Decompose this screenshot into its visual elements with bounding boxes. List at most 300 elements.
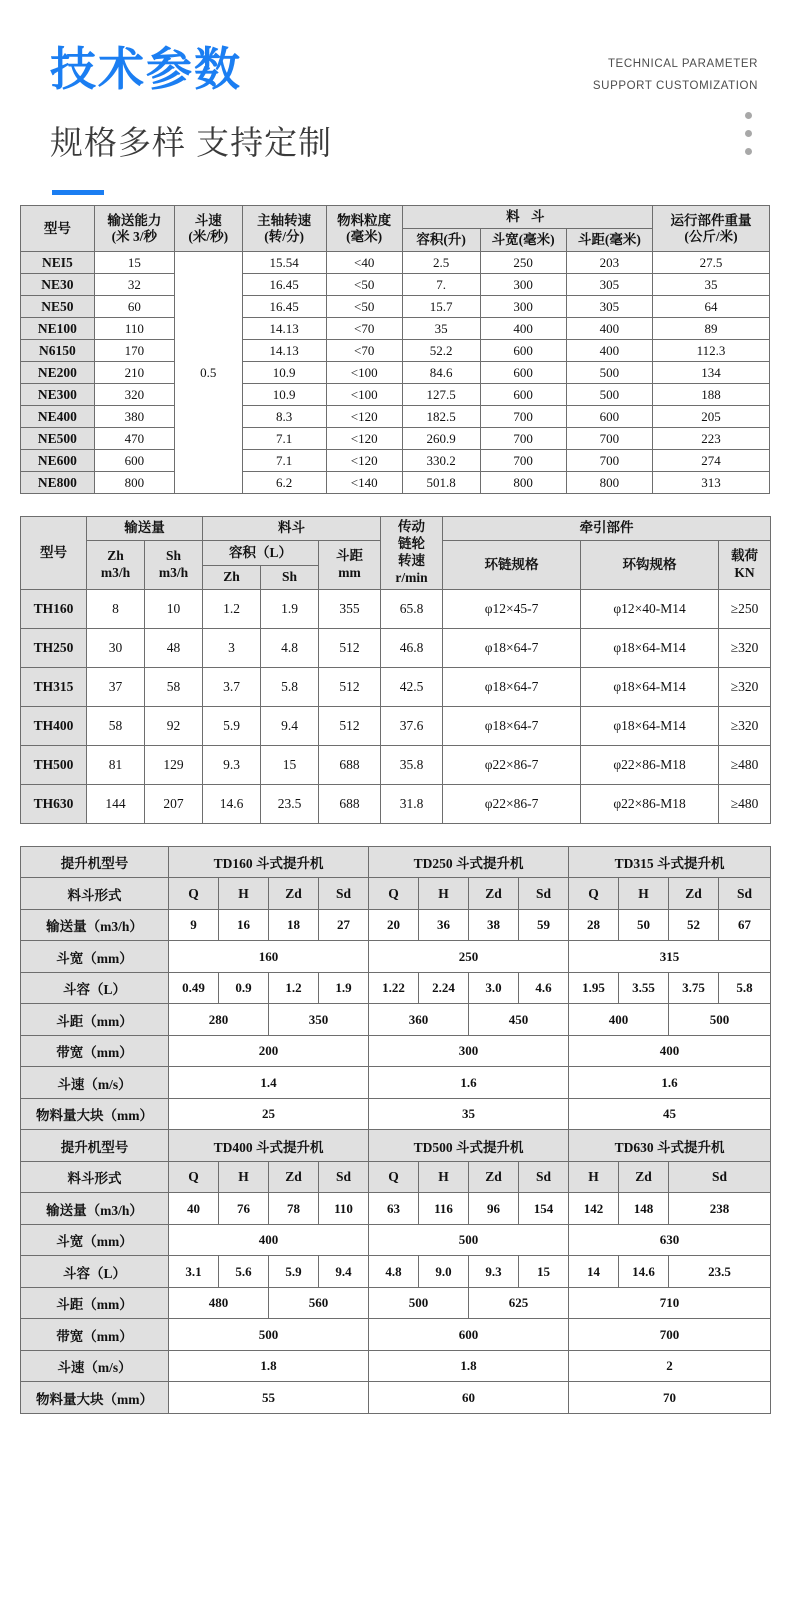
- cell-bucket-pitch: 450: [469, 1004, 569, 1036]
- table-row: [21, 318, 770, 340]
- th-bucket-speed: [174, 206, 242, 252]
- table-row: [21, 252, 770, 274]
- english-line-1: TECHNICAL PARAMETER: [607, 58, 758, 70]
- cell-bucket-pitch: 560: [269, 1287, 369, 1319]
- th2-bucket-pitch: [319, 541, 381, 590]
- cell-model: NE400: [21, 406, 95, 428]
- td-series-spec-table: [20, 846, 771, 1414]
- cell-hopper-volume: 52.2: [402, 340, 480, 362]
- cell-hopper-type: Zd: [469, 1161, 519, 1193]
- cell-volume-zh: 9.3: [203, 745, 261, 784]
- cell-bucket-pitch: 400: [569, 1004, 669, 1036]
- cell-hopper-volume: 7.: [402, 274, 480, 296]
- table-row: [21, 384, 770, 406]
- th-capacity: [94, 206, 174, 252]
- cell-hopper-type: Q: [169, 878, 219, 910]
- th2-zh-line1: Zh: [107, 548, 124, 564]
- cell-group-title: TD500 斗式提升机: [369, 1130, 569, 1162]
- cell-hopper-type: Zd: [269, 1161, 319, 1193]
- cell-spindle-speed: 15.54: [242, 252, 326, 274]
- cell-bucket-pitch: 350: [269, 1004, 369, 1036]
- th-hopper-pitch: 斗距(毫米): [566, 229, 652, 252]
- cell-group-title: TD400 斗式提升机: [169, 1130, 369, 1162]
- th2-hook-spec: 环钩规格: [581, 541, 719, 590]
- cell-bucket-width: 500: [369, 1224, 569, 1256]
- table-3-wrapper: [0, 846, 790, 1414]
- cell-throughput: 154: [519, 1193, 569, 1225]
- cell-hopper-width: 300: [480, 274, 566, 296]
- cell-throughput: 59: [519, 909, 569, 941]
- cell-throughput: 148: [619, 1193, 669, 1225]
- cell-hopper-type: Zd: [269, 878, 319, 910]
- table-row: [21, 846, 771, 878]
- cell-running-weight: 205: [652, 406, 769, 428]
- cell-volume-zh: 3.7: [203, 667, 261, 706]
- th2-sh-line2: m3/h: [158, 565, 189, 581]
- cell-spindle-speed: 14.13: [242, 318, 326, 340]
- cell-spindle-speed: 7.1: [242, 450, 326, 472]
- cell-volume-sh: 5.8: [261, 667, 319, 706]
- rowhd-belt-width: 带宽（mm）: [21, 1035, 169, 1067]
- cell-bucket-pitch: 360: [369, 1004, 469, 1036]
- th2-zh-line2: m3/h: [100, 565, 131, 581]
- cell-hook-spec: φ22×86-M18: [581, 784, 719, 823]
- table-row: [21, 1256, 771, 1288]
- cell-hopper-width: 300: [480, 296, 566, 318]
- cell-belt-width: 200: [169, 1035, 369, 1067]
- cell-running-weight: 89: [652, 318, 769, 340]
- th2-load-line2: KN: [734, 565, 755, 581]
- cell-hopper-width: 600: [480, 340, 566, 362]
- cell-bucket-volume: 4.8: [369, 1256, 419, 1288]
- table-row: [21, 450, 770, 472]
- table-row: [21, 274, 770, 296]
- dot-icon: [745, 130, 752, 137]
- cell-hopper-volume: 260.9: [402, 428, 480, 450]
- ne-series-spec-table: [20, 205, 770, 494]
- cell-capacity: 800: [94, 472, 174, 494]
- th-bucket-speed-line1: 斗速: [194, 212, 222, 228]
- th2-sprocket-line1: 传动: [398, 519, 426, 535]
- cell-bucket-volume: 5.9: [269, 1256, 319, 1288]
- cell-throughput-sh: 10: [145, 589, 203, 628]
- cell-throughput: 67: [719, 909, 771, 941]
- th-granularity: [326, 206, 402, 252]
- cell-volume-sh: 4.8: [261, 628, 319, 667]
- cell-hopper-pitch: 305: [566, 274, 652, 296]
- cell-throughput-sh: 48: [145, 628, 203, 667]
- cell-model: NE100: [21, 318, 95, 340]
- th2-load: [719, 541, 771, 590]
- th2-vol-zh: Zh: [203, 565, 261, 589]
- cell-hopper-type: H: [569, 1161, 619, 1193]
- table-row: [21, 1350, 771, 1382]
- cell-volume-zh: 14.6: [203, 784, 261, 823]
- table-row: [21, 1161, 771, 1193]
- cell-throughput-zh: 37: [87, 667, 145, 706]
- table-row: [21, 706, 771, 745]
- cell-granularity: <70: [326, 340, 402, 362]
- cell-belt-width: 300: [369, 1035, 569, 1067]
- cell-hopper-type: Sd: [319, 1161, 369, 1193]
- page-header: [0, 0, 790, 205]
- cell-model: NE500: [21, 428, 95, 450]
- cell-capacity: 60: [94, 296, 174, 318]
- cell-volume-zh: 1.2: [203, 589, 261, 628]
- th2-volume-group: 容积（L）: [203, 541, 319, 566]
- cell-spindle-speed: 8.3: [242, 406, 326, 428]
- th-spindle-line1: 主轴转速: [257, 212, 312, 228]
- cell-throughput-zh: 30: [87, 628, 145, 667]
- table-row: [21, 878, 771, 910]
- table-row: [21, 340, 770, 362]
- cell-throughput: 96: [469, 1193, 519, 1225]
- cell-running-weight: 313: [652, 472, 769, 494]
- cell-model: NEI5: [21, 252, 95, 274]
- cell-belt-width: 400: [569, 1035, 771, 1067]
- cell-granularity: <70: [326, 318, 402, 340]
- cell-bucket-volume: 9.0: [419, 1256, 469, 1288]
- cell-spindle-speed: 6.2: [242, 472, 326, 494]
- rowhd-bucket-speed: 斗速（m/s）: [21, 1350, 169, 1382]
- cell-chain-spec: φ18×64-7: [443, 667, 581, 706]
- cell-hopper-pitch: 800: [566, 472, 652, 494]
- cell-hopper-volume: 501.8: [402, 472, 480, 494]
- cell-volume-sh: 23.5: [261, 784, 319, 823]
- table-row: [21, 362, 770, 384]
- cell-spindle-speed: 10.9: [242, 384, 326, 406]
- cell-spindle-speed: 16.45: [242, 274, 326, 296]
- cell-volume-sh: 1.9: [261, 589, 319, 628]
- page-title: 技术参数: [50, 43, 242, 95]
- cell-volume-sh: 15: [261, 745, 319, 784]
- cell-throughput: 116: [419, 1193, 469, 1225]
- table-row: [21, 1382, 771, 1414]
- cell-bucket-volume: 1.9: [319, 972, 369, 1004]
- dot-icon: [745, 148, 752, 155]
- cell-bucket-volume: 9.4: [319, 1256, 369, 1288]
- rowhd-lump-size: 物料量大块（mm）: [21, 1098, 169, 1130]
- rowhd-belt-width: 带宽（mm）: [21, 1319, 169, 1351]
- cell-group-title: TD160 斗式提升机: [169, 846, 369, 878]
- cell-sprocket-rpm: 46.8: [381, 628, 443, 667]
- cell-throughput: 110: [319, 1193, 369, 1225]
- cell-group-title: TD315 斗式提升机: [569, 846, 771, 878]
- table-2-wrapper: [0, 516, 790, 824]
- cell-capacity: 170: [94, 340, 174, 362]
- th-weight-line1: 运行部件重量: [670, 212, 752, 228]
- rowhd-model: 提升机型号: [21, 846, 169, 878]
- cell-hopper-volume: 2.5: [402, 252, 480, 274]
- cell-hopper-width: 700: [480, 406, 566, 428]
- cell-bucket-speed: 1.6: [369, 1067, 569, 1099]
- cell-bucket-width: 630: [569, 1224, 771, 1256]
- cell-bucket-volume: 5.8: [719, 972, 771, 1004]
- cell-hopper-width: 600: [480, 384, 566, 406]
- cell-bucket-speed: 1.8: [369, 1350, 569, 1382]
- cell-hopper-type: H: [219, 1161, 269, 1193]
- table-3-body: [21, 846, 771, 1413]
- cell-model: NE600: [21, 450, 95, 472]
- th2-sprocket-line2: 链轮: [398, 536, 426, 552]
- th2-sprocket-speed: [381, 517, 443, 590]
- cell-throughput: 78: [269, 1193, 319, 1225]
- cell-volume-zh: 3: [203, 628, 261, 667]
- table-row: [21, 667, 771, 706]
- cell-hopper-type: Zd: [469, 878, 519, 910]
- cell-throughput: 52: [669, 909, 719, 941]
- cell-model: TH500: [21, 745, 87, 784]
- table-1-wrapper: [0, 205, 790, 494]
- cell-bucket-volume: 2.24: [419, 972, 469, 1004]
- cell-throughput: 238: [669, 1193, 771, 1225]
- cell-bucket-width: 315: [569, 941, 771, 973]
- table-row: [21, 1035, 771, 1067]
- cell-throughput: 50: [619, 909, 669, 941]
- cell-model: NE30: [21, 274, 95, 296]
- cell-bucket-volume: 14: [569, 1256, 619, 1288]
- th-spindle-line2: (转/分): [264, 228, 305, 244]
- cell-load: ≥250: [719, 589, 771, 628]
- cell-load: ≥320: [719, 667, 771, 706]
- cell-throughput-zh: 8: [87, 589, 145, 628]
- cell-throughput-zh: 144: [87, 784, 145, 823]
- cell-sprocket-rpm: 35.8: [381, 745, 443, 784]
- cell-hopper-width: 250: [480, 252, 566, 274]
- cell-bucket-pitch: 688: [319, 784, 381, 823]
- cell-bucket-volume: 14.6: [619, 1256, 669, 1288]
- cell-bucket-pitch: 500: [669, 1004, 771, 1036]
- cell-bucket-volume: 1.2: [269, 972, 319, 1004]
- cell-bucket-volume: 0.9: [219, 972, 269, 1004]
- cell-hook-spec: φ18×64-M14: [581, 667, 719, 706]
- cell-bucket-volume: 1.95: [569, 972, 619, 1004]
- cell-spindle-speed: 10.9: [242, 362, 326, 384]
- cell-capacity: 320: [94, 384, 174, 406]
- cell-group-title: TD630 斗式提升机: [569, 1130, 771, 1162]
- cell-hopper-pitch: 700: [566, 450, 652, 472]
- table-row: [21, 428, 770, 450]
- cell-hopper-type: Sd: [319, 878, 369, 910]
- th-running-weight: [652, 206, 769, 252]
- cell-running-weight: 112.3: [652, 340, 769, 362]
- cell-model: NE800: [21, 472, 95, 494]
- cell-hopper-type: Sd: [719, 878, 771, 910]
- cell-hopper-pitch: 500: [566, 384, 652, 406]
- cell-volume-sh: 9.4: [261, 706, 319, 745]
- cell-bucket-pitch: 710: [569, 1287, 771, 1319]
- cell-bucket-pitch: 500: [369, 1287, 469, 1319]
- cell-bucket-speed: 1.4: [169, 1067, 369, 1099]
- cell-throughput: 9: [169, 909, 219, 941]
- cell-hopper-width: 600: [480, 362, 566, 384]
- cell-hook-spec: φ12×40-M14: [581, 589, 719, 628]
- rowhd-bucket-speed: 斗速（m/s）: [21, 1067, 169, 1099]
- cell-capacity: 15: [94, 252, 174, 274]
- th2-model: 型号: [21, 517, 87, 590]
- cell-bucket-pitch: 688: [319, 745, 381, 784]
- cell-load: ≥480: [719, 745, 771, 784]
- table-row: [21, 472, 770, 494]
- cell-sprocket-rpm: 42.5: [381, 667, 443, 706]
- table-2-body: [21, 589, 771, 823]
- rowhd-lump-size: 物料量大块（mm）: [21, 1382, 169, 1414]
- cell-spindle-speed: 14.13: [242, 340, 326, 362]
- table-row: [21, 589, 771, 628]
- th-bucket-speed-line2: (米/秒): [188, 228, 229, 244]
- cell-running-weight: 188: [652, 384, 769, 406]
- cell-capacity: 210: [94, 362, 174, 384]
- cell-hopper-volume: 35: [402, 318, 480, 340]
- cell-granularity: <120: [326, 450, 402, 472]
- cell-hopper-type: Sd: [519, 878, 569, 910]
- cell-bucket-width: 250: [369, 941, 569, 973]
- cell-throughput: 36: [419, 909, 469, 941]
- cell-bucket-pitch: 355: [319, 589, 381, 628]
- cell-model: TH250: [21, 628, 87, 667]
- cell-hopper-width: 400: [480, 318, 566, 340]
- table-row: [21, 972, 771, 1004]
- th-series-spec-table: [20, 516, 771, 824]
- cell-bucket-volume: 3.0: [469, 972, 519, 1004]
- cell-hopper-volume: 330.2: [402, 450, 480, 472]
- cell-bucket-volume: 5.6: [219, 1256, 269, 1288]
- cell-bucket-pitch: 280: [169, 1004, 269, 1036]
- page-subtitle: 规格多样 支持定制: [50, 123, 333, 161]
- cell-lump-size: 35: [369, 1098, 569, 1130]
- cell-model: TH160: [21, 589, 87, 628]
- rowhd-throughput: 输送量（m3/h）: [21, 1193, 169, 1225]
- cell-throughput: 27: [319, 909, 369, 941]
- cell-capacity: 380: [94, 406, 174, 428]
- cell-throughput: 38: [469, 909, 519, 941]
- th2-pitch-line1: 斗距: [336, 548, 364, 564]
- decorative-dots: [745, 112, 752, 166]
- cell-hopper-type: Q: [369, 878, 419, 910]
- cell-hopper-type: Sd: [669, 1161, 771, 1193]
- cell-model: NE50: [21, 296, 95, 318]
- cell-throughput: 28: [569, 909, 619, 941]
- cell-bucket-volume: 9.3: [469, 1256, 519, 1288]
- cell-bucket-volume: 4.6: [519, 972, 569, 1004]
- cell-spindle-speed: 7.1: [242, 428, 326, 450]
- cell-throughput: 18: [269, 909, 319, 941]
- cell-hopper-type: Q: [369, 1161, 419, 1193]
- cell-throughput-sh: 129: [145, 745, 203, 784]
- th-spindle-speed: [242, 206, 326, 252]
- table-row: [21, 909, 771, 941]
- th2-load-line1: 载荷: [731, 548, 759, 564]
- rowhd-bucket-width: 斗宽（mm）: [21, 1224, 169, 1256]
- cell-sprocket-rpm: 31.8: [381, 784, 443, 823]
- th2-sh: [145, 541, 203, 590]
- th-weight-line2: (公斤/米): [684, 228, 738, 244]
- cell-bucket-pitch: 512: [319, 667, 381, 706]
- cell-capacity: 32: [94, 274, 174, 296]
- cell-running-weight: 64: [652, 296, 769, 318]
- cell-hopper-type: H: [419, 878, 469, 910]
- cell-throughput-sh: 207: [145, 784, 203, 823]
- cell-hopper-type: Zd: [619, 1161, 669, 1193]
- cell-model: TH400: [21, 706, 87, 745]
- cell-belt-width: 600: [369, 1319, 569, 1351]
- cell-bucket-volume: 15: [519, 1256, 569, 1288]
- title-underline-rule: [52, 190, 104, 195]
- cell-running-weight: 223: [652, 428, 769, 450]
- cell-hook-spec: φ18×64-M14: [581, 706, 719, 745]
- cell-granularity: <120: [326, 406, 402, 428]
- cell-throughput: 76: [219, 1193, 269, 1225]
- cell-belt-width: 700: [569, 1319, 771, 1351]
- cell-hopper-pitch: 400: [566, 318, 652, 340]
- th2-vol-sh: Sh: [261, 565, 319, 589]
- cell-volume-zh: 5.9: [203, 706, 261, 745]
- cell-running-weight: 274: [652, 450, 769, 472]
- table-row: [21, 941, 771, 973]
- cell-chain-spec: φ22×86-7: [443, 745, 581, 784]
- cell-lump-size: 60: [369, 1382, 569, 1414]
- cell-capacity: 600: [94, 450, 174, 472]
- th2-zh: [87, 541, 145, 590]
- rowhd-hopper-type: 料斗形式: [21, 1161, 169, 1193]
- cell-hopper-pitch: 203: [566, 252, 652, 274]
- cell-throughput: 142: [569, 1193, 619, 1225]
- cell-chain-spec: φ18×64-7: [443, 706, 581, 745]
- cell-hopper-type: H: [419, 1161, 469, 1193]
- cell-model: N6150: [21, 340, 95, 362]
- cell-sprocket-rpm: 37.6: [381, 706, 443, 745]
- cell-throughput: 40: [169, 1193, 219, 1225]
- cell-bucket-pitch: 625: [469, 1287, 569, 1319]
- rowhd-bucket-width: 斗宽（mm）: [21, 941, 169, 973]
- cell-load: ≥320: [719, 628, 771, 667]
- cell-lump-size: 25: [169, 1098, 369, 1130]
- cell-granularity: <120: [326, 428, 402, 450]
- rowhd-bucket-pitch: 斗距（mm）: [21, 1004, 169, 1036]
- cell-bucket-speed: 1.6: [569, 1067, 771, 1099]
- th2-traction-group: 牵引部件: [443, 517, 771, 541]
- rowhd-model: 提升机型号: [21, 1130, 169, 1162]
- th-hopper-volume: 容积(升): [402, 229, 480, 252]
- rowhd-hopper-type: 料斗形式: [21, 878, 169, 910]
- th2-hopper-group: 料斗: [203, 517, 381, 541]
- table-row: [21, 1098, 771, 1130]
- table-row: [21, 784, 771, 823]
- table-row: [21, 206, 770, 229]
- cell-lump-size: 45: [569, 1098, 771, 1130]
- cell-load: ≥320: [719, 706, 771, 745]
- cell-hopper-type: H: [219, 878, 269, 910]
- rowhd-bucket-volume: 斗容（L）: [21, 972, 169, 1004]
- cell-hopper-width: 700: [480, 428, 566, 450]
- cell-granularity: <40: [326, 252, 402, 274]
- th2-pitch-line2: mm: [338, 565, 361, 581]
- rowhd-bucket-pitch: 斗距（mm）: [21, 1287, 169, 1319]
- cell-bucket-pitch: 480: [169, 1287, 269, 1319]
- cell-hopper-width: 800: [480, 472, 566, 494]
- cell-granularity: <50: [326, 274, 402, 296]
- table-row: [21, 1067, 771, 1099]
- table-row: [21, 1130, 771, 1162]
- cell-hopper-volume: 182.5: [402, 406, 480, 428]
- th2-sprocket-line4: r/min: [395, 570, 428, 585]
- cell-chain-spec: φ12×45-7: [443, 589, 581, 628]
- cell-model: NE300: [21, 384, 95, 406]
- th2-throughput-group: 输送量: [87, 517, 203, 541]
- table-row: [21, 745, 771, 784]
- cell-load: ≥480: [719, 784, 771, 823]
- cell-belt-width: 500: [169, 1319, 369, 1351]
